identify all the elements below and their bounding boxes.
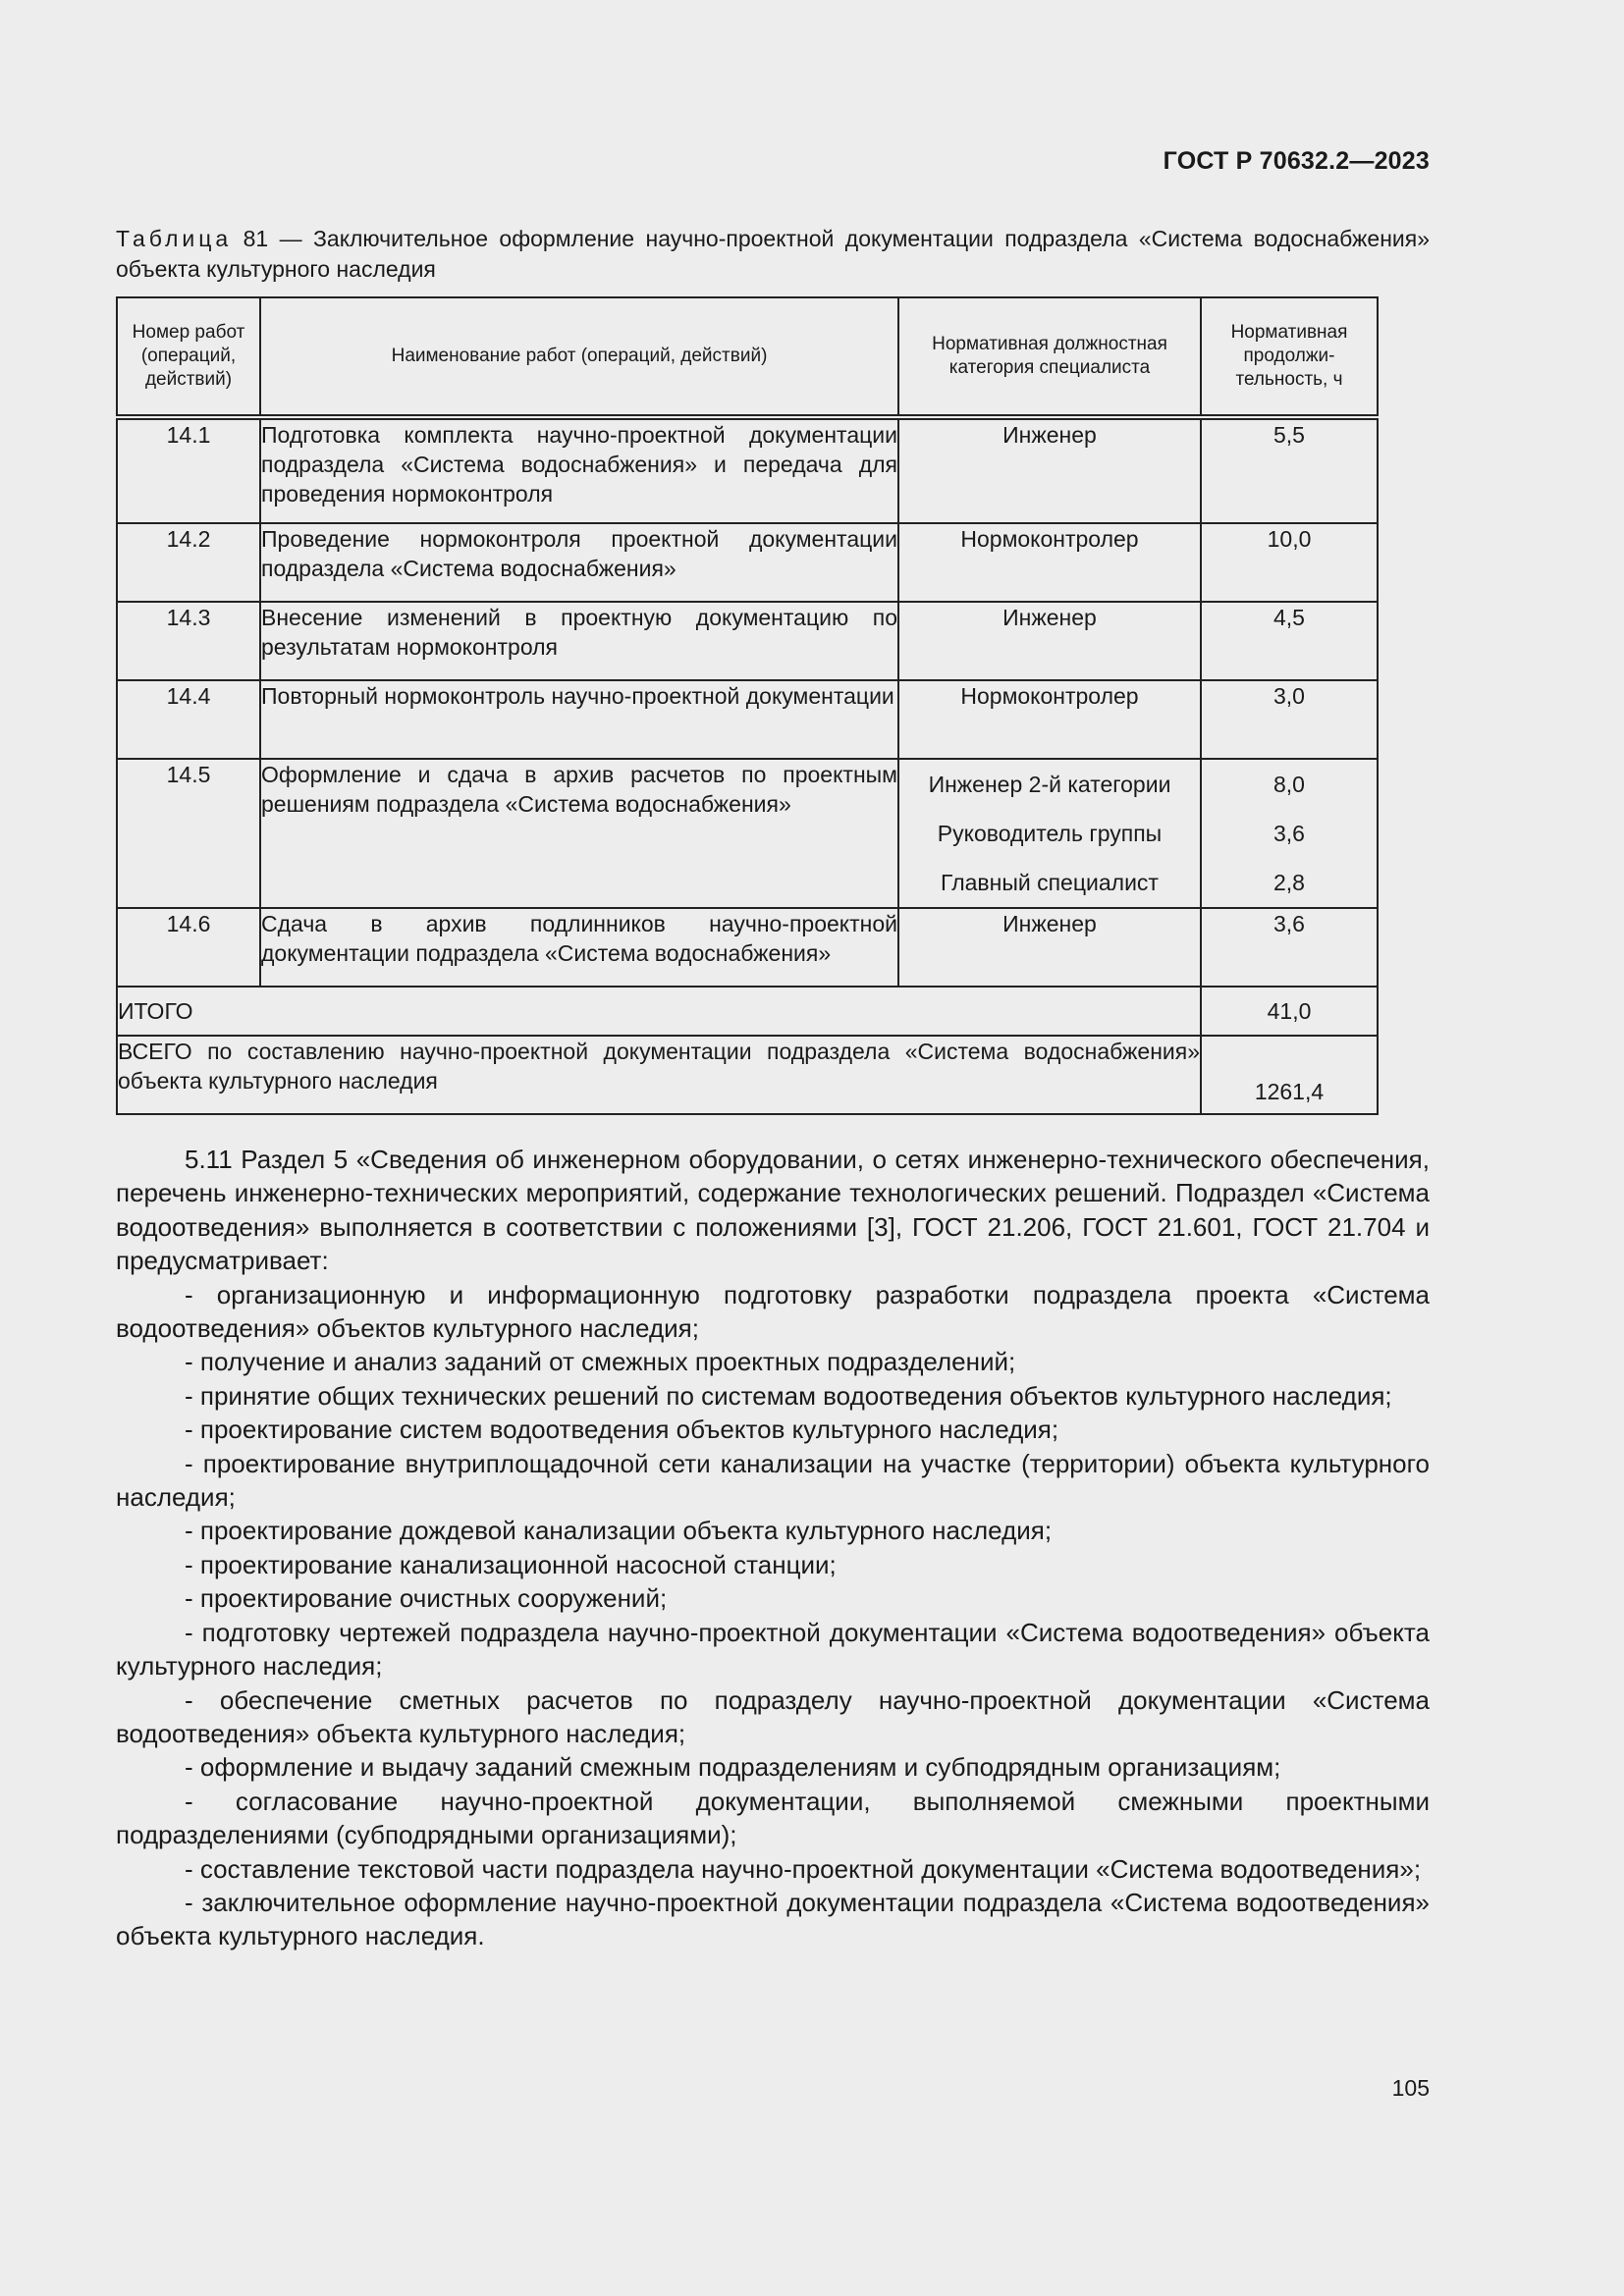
row-duration: 8,0 <box>1273 772 1305 797</box>
table-caption-prefix: Таблица <box>116 226 233 251</box>
total-value: 41,0 <box>1201 987 1378 1036</box>
list-item: - составление текстовой части подраздела научно-проектной документации «Система водоотведения»; <box>185 1853 1422 1884</box>
header-category: Нормативная должностная категория специалиста <box>898 297 1201 417</box>
header-name: Наименование работ (операций, действий) <box>260 297 898 417</box>
row-category: Инженер 2-й категории <box>928 772 1171 797</box>
header-duration: Нормативная продолжи-тельность, ч <box>1201 297 1378 417</box>
row-duration: 3,6 <box>1273 821 1305 846</box>
list-item: - подготовку чертежей подраздела научно-проектной документации «Система водоотведения» объекта культурного наследия; <box>116 1617 1430 1682</box>
list-item: - заключительное оформление научно-проектной документации подраздела «Система водоотведения» объекта культурного наследия. <box>116 1887 1430 1951</box>
row-categories <box>898 759 1201 908</box>
row-category: Инженер <box>898 602 1201 680</box>
row-category: Инженер <box>898 908 1201 987</box>
section-body <box>116 1143 1430 1953</box>
header-num: Номер работ (операций, действий) <box>117 297 260 417</box>
row-name: Сдача в архив подлинников научно-проектной документации подраздела «Система водоснабжения» <box>260 908 898 987</box>
row-name: Оформление и сдача в архив расчетов по проектным решениям подраздела «Система водоснабжения» <box>260 759 898 908</box>
row-category: Руководитель группы <box>937 821 1163 846</box>
standard-designation: ГОСТ Р 70632.2—2023 <box>1163 147 1430 175</box>
row-num: 14.2 <box>117 523 260 602</box>
row-name: Внесение изменений в проектную документацию по результатам нормоконтроля <box>260 602 898 680</box>
list-item: - принятие общих технических решений по системам водоотведения объектов культурного наследия; <box>185 1380 1392 1411</box>
table-caption <box>116 224 1430 285</box>
table-row <box>117 680 1378 759</box>
row-duration: 3,6 <box>1201 908 1378 987</box>
row-duration: 5,5 <box>1201 417 1378 523</box>
row-duration: 2,8 <box>1273 870 1305 895</box>
list-item: - проектирование очистных сооружений; <box>185 1583 668 1614</box>
row-duration: 4,5 <box>1201 602 1378 680</box>
row-category: Нормоконтролер <box>898 680 1201 759</box>
page-number: 105 <box>1391 2075 1430 2101</box>
grand-total-label: ВСЕГО по составлению научно-проектной документации подраздела «Система водоснабжения» объекта культурного наследия <box>117 1036 1201 1114</box>
list-item: - оформление и выдачу заданий смежным подразделениям и субподрядным организациям; <box>185 1752 1281 1783</box>
table-row <box>117 759 1378 908</box>
row-name: Повторный нормоконтроль научно-проектной документации <box>260 680 898 759</box>
row-name: Подготовка комплекта научно-проектной документации подраздела «Система водоснабжения» и передача для проведения нормоконтроля <box>260 417 898 523</box>
list-item: - проектирование канализационной насосной станции; <box>185 1549 837 1579</box>
row-num: 14.1 <box>117 417 260 523</box>
list-item: - проектирование дождевой канализации объекта культурного наследия; <box>185 1516 1053 1546</box>
row-duration: 10,0 <box>1201 523 1378 602</box>
row-durations <box>1201 759 1378 908</box>
row-category: Инженер <box>898 417 1201 523</box>
list-item: - проектирование внутриплощадочной сети канализации на участке (территории) объекта культурного наследия; <box>116 1448 1430 1513</box>
row-name: Проведение нормоконтроля проектной документации подраздела «Система водоснабжения» <box>260 523 898 602</box>
table-row <box>117 417 1378 523</box>
table-caption-text: 81 — Заключительное оформление научно-проектной документации подраздела «Система водоснабжения» объекта культурного наследия <box>116 226 1430 282</box>
row-category: Главный специалист <box>941 870 1159 895</box>
table-row <box>117 908 1378 987</box>
row-category: Нормоконтролер <box>898 523 1201 602</box>
table-row <box>117 602 1378 680</box>
total-label: ИТОГО <box>117 987 1201 1036</box>
row-num: 14.6 <box>117 908 260 987</box>
row-num: 14.3 <box>117 602 260 680</box>
list-item: - согласование научно-проектной документации, выполняемой смежными проектными подразделениями (субподрядными организациями); <box>116 1786 1430 1850</box>
grand-total-value: 1261,4 <box>1201 1036 1378 1114</box>
list-item: - обеспечение сметных расчетов по подразделу научно-проектной документации «Система водоотведения» объекта культурного наследия; <box>116 1684 1430 1748</box>
row-num: 14.4 <box>117 680 260 759</box>
list-item: - получение и анализ заданий от смежных проектных подразделений; <box>185 1347 1016 1377</box>
list-item: - проектирование систем водоотведения объектов культурного наследия; <box>185 1415 1059 1445</box>
norms-table <box>116 296 1379 1115</box>
table-header-row <box>117 297 1378 417</box>
row-duration: 3,0 <box>1201 680 1378 759</box>
table-row <box>117 523 1378 602</box>
total-row <box>117 987 1378 1036</box>
grand-total-row <box>117 1036 1378 1114</box>
row-num: 14.5 <box>117 759 260 908</box>
list-item: - организационную и информационную подготовку разработки подраздела проекта «Система водоотведения» объектов культурного наследия; <box>116 1279 1430 1344</box>
section-intro: 5.11 Раздел 5 «Сведения об инженерном оборудовании, о сетях инженерно-технического обеспечения, перечень инженерно-технических мероприятий, содержание технологических решений. Подраздел «Система водоотведения» выполняется в соответствии с положениями [3], ГОСТ 21.206, ГОСТ 21.601, ГОСТ 21.704 и предусматривает: <box>116 1145 1430 1276</box>
